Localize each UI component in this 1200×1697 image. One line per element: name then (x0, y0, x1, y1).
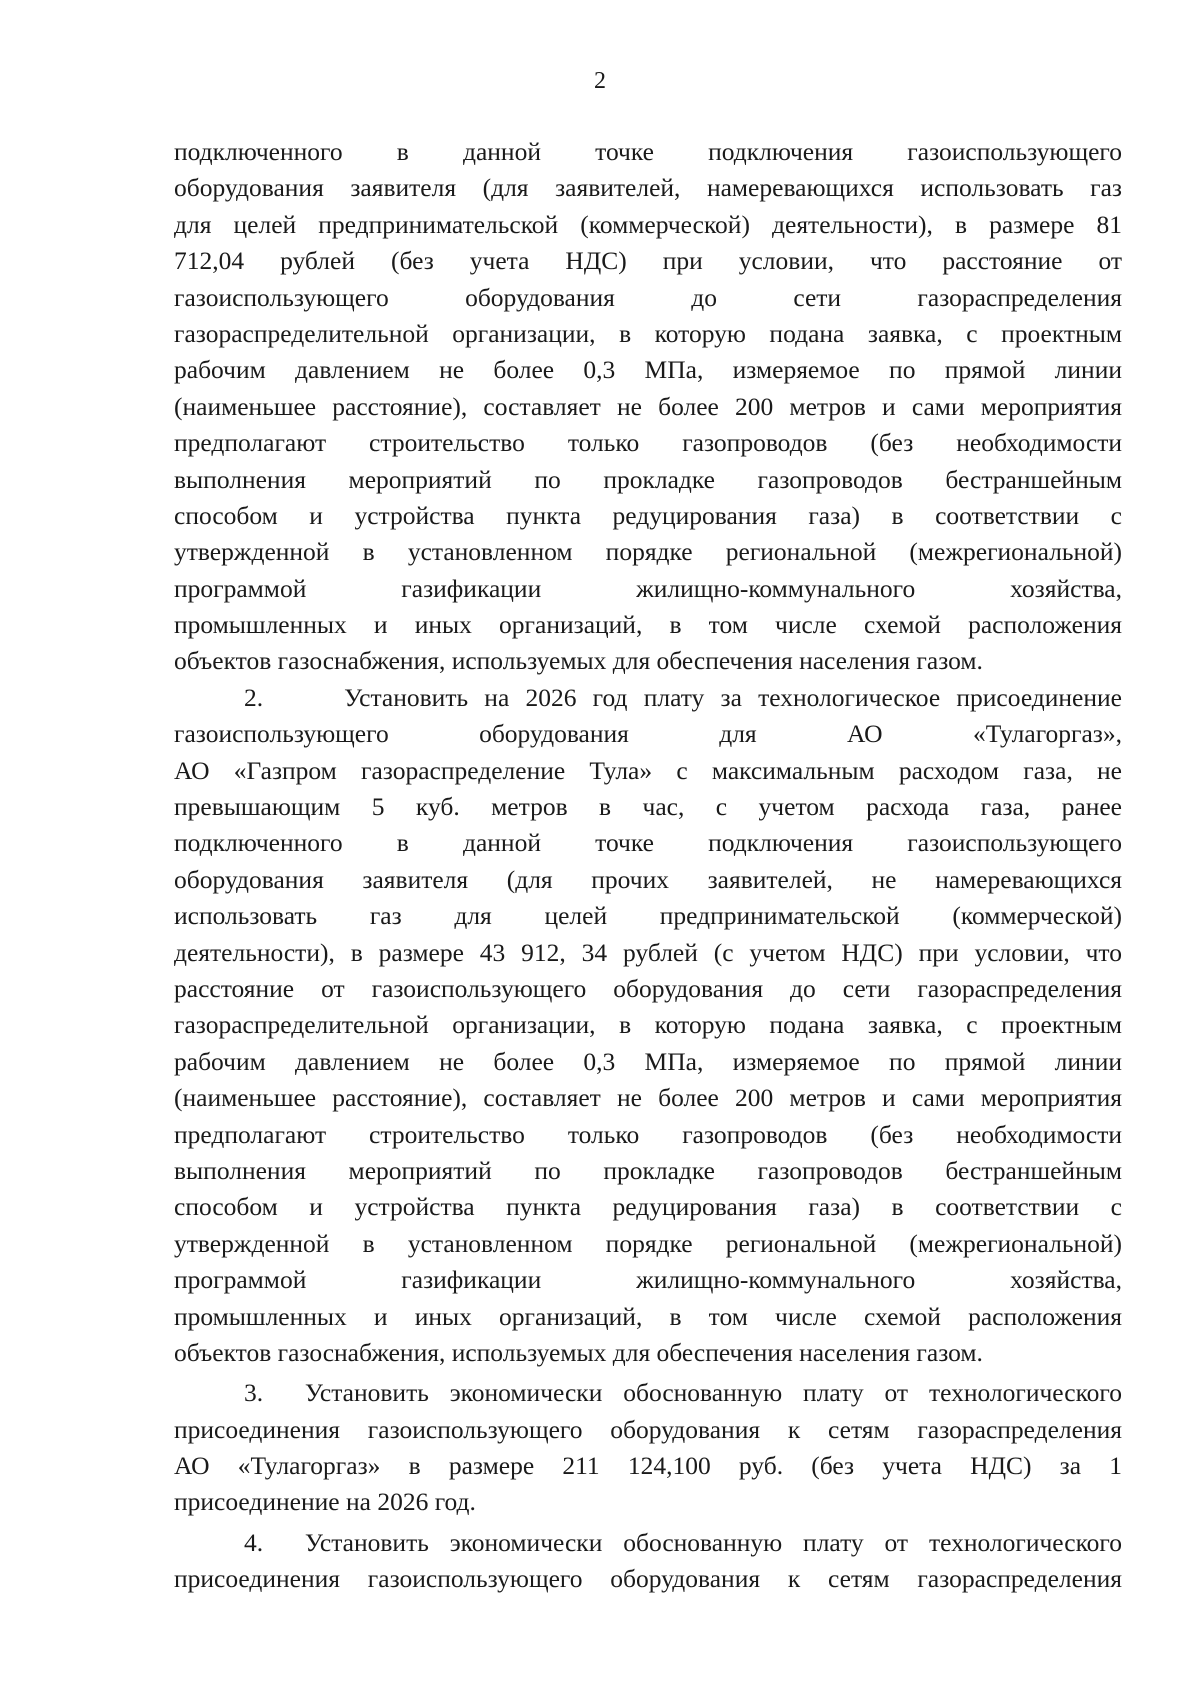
text-line: газоиспользующего оборудования до сети газораспределения (174, 282, 1122, 312)
text-line: превышающим 5 куб. метров в час, с учетом расхода газа, ранее (174, 792, 1122, 822)
text-line: оборудования заявителя (для заявителей, намеревающихся использовать газ (174, 173, 1122, 203)
text-line: газоиспользующего оборудования для АО «Тулагоргаз», (174, 719, 1122, 749)
text-line: подключенного в данной точке подключения газоиспользующего (174, 137, 1122, 166)
text-line: расстояние от газоиспользующего оборудования до сети газораспределения (174, 973, 1122, 1003)
text-line: (наименьшее расстояние), составляет не более 200 метров и сами мероприятия (174, 391, 1122, 421)
paragraph-4-start: 4. Установить экономически обоснованную плату от технологического (244, 1527, 1122, 1557)
text-line: предполагают строительство только газопроводов (без необходимости (174, 1119, 1122, 1149)
text-line: АО «Газпром газораспределение Тула» с максимальным расходом газа, не (174, 755, 1122, 785)
text-line: газораспределительной организации, в которую подана заявка, с проектным (174, 1010, 1122, 1040)
text-line: 712,04 рублей (без учета НДС) при условии, что расстояние от (174, 246, 1122, 276)
text-line: рабочим давлением не более 0,3 МПа, измеряемое по прямой линии (174, 1046, 1122, 1076)
text-line: объектов газоснабжения, используемых для обеспечения населения газом. (174, 1337, 983, 1367)
text-line: программой газификации жилищно-коммунального хозяйства, (174, 1265, 1122, 1295)
text-line: деятельности), в размере 43 912, 34 рублей (с учетом НДС) при условии, что (174, 937, 1122, 967)
text-line: способом и устройства пункта редуцирования газа) в соответствии с (174, 1192, 1122, 1222)
text-line: промышленных и иных организаций, в том числе схемой расположения (174, 1301, 1122, 1331)
paragraph-3-start: 3. Установить экономически обоснованную плату от технологического (244, 1378, 1122, 1408)
text-line: присоединения газоиспользующего оборудования к сетям газораспределения (174, 1564, 1122, 1594)
text-line: рабочим давлением не более 0,3 МПа, измеряемое по прямой линии (174, 355, 1122, 385)
text-line: утвержденной в установленном порядке региональной (межрегиональной) (174, 537, 1122, 567)
text-line: программой газификации жилищно-коммунального хозяйства, (174, 573, 1122, 603)
text-line: присоединения газоиспользующего оборудования к сетям газораспределения (174, 1414, 1122, 1444)
text-line: промышленных и иных организаций, в том числе схемой расположения (174, 610, 1122, 640)
text-line: выполнения мероприятий по прокладке газопроводов бестраншейным (174, 1155, 1122, 1185)
text-line: подключенного в данной точке подключения газоиспользующего (174, 828, 1122, 858)
text-line: объектов газоснабжения, используемых для обеспечения населения газом. (174, 646, 983, 676)
text-line: (наименьшее расстояние), составляет не более 200 метров и сами мероприятия (174, 1083, 1122, 1113)
text-line: использовать газ для целей предпринимательской (коммерческой) (174, 901, 1122, 931)
text-line: АО «Тулагоргаз» в размере 211 124,100 руб. (без учета НДС) за 1 (174, 1451, 1122, 1481)
text-line: оборудования заявителя (для прочих заявителей, не намеревающихся (174, 864, 1122, 894)
text-line: для целей предпринимательской (коммерческой) деятельности), в размере 81 (174, 209, 1122, 239)
text-line: присоединение на 2026 год. (174, 1487, 476, 1517)
paragraph-2-start: 2. Установить на 2026 год плату за технологическое присоединение (244, 682, 1122, 712)
text-line: предполагают строительство только газопроводов (без необходимости (174, 428, 1122, 458)
text-line: газораспределительной организации, в которую подана заявка, с проектным (174, 318, 1122, 348)
document-body (174, 134, 1122, 1598)
text-line: способом и устройства пункта редуцирования газа) в соответствии с (174, 500, 1122, 530)
page-number: 2 (594, 68, 606, 94)
text-line: утвержденной в установленном порядке региональной (межрегиональной) (174, 1228, 1122, 1258)
text-line: выполнения мероприятий по прокладке газопроводов бестраншейным (174, 464, 1122, 494)
